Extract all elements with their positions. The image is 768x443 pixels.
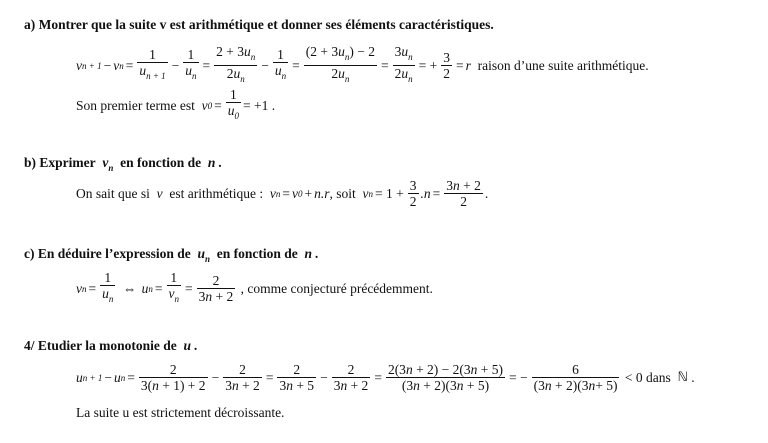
first-term-line: Son premier terme est v 0 = $\frac{1}{u_0}$ = +1 . — [76, 87, 276, 121]
natural-numbers-symbol: ℕ — [677, 370, 688, 385]
section-a-heading: a) Montrer que la suite v est arithmétique et donner ses éléments caractéristiques. — [24, 17, 494, 32]
first-term-label: Son premier terme est — [76, 97, 195, 113]
conjecture-comment: , comme conjecturé précédemment. — [240, 280, 433, 296]
section-b-body: On sait que si v est arithmétique : v n = v 0 + n.r , soit v n = 1 + $\frac{3}{2}$ .n = $\frac{3n + 2}{2}$ . — [76, 178, 489, 209]
section-b-heading: b) Exprimer $v_n$ en fonction de n . — [24, 155, 223, 173]
equation-u-difference: u n + 1 − u n = $\frac{2}{3(n + 1) + 2}$ − $\frac{2}{3n + 2}$ = $\frac{2}{3n + 5}$ − $\frac{2}{3n + 2}$ = $\frac{2(3n + 2) - 2(3n + 5)}{(3n + 2)(3n + 5)}$ = − $\frac{6}{(3n + 2)(3n+ 5)}$ < 0 dans ℕ . — [76, 362, 695, 393]
raison-text: raison d’une suite arithmétique. — [477, 57, 649, 73]
conclusion-line: La suite u est strictement décroissante. — [76, 405, 285, 420]
section-c-heading: c) En déduire l’expression de $u_n$ en fonction de n . — [24, 246, 319, 264]
section-c-body: v n = $\frac{1}{u_n}$ ⇔ u n = $\frac{1}{v_n}$ = $\frac{2}{3n + 2}$ , comme conjecturé précédemment. — [76, 270, 433, 304]
section-4-heading: 4/ Etudier la monotonie de u . — [24, 338, 198, 353]
equation-v-difference: v n + 1 − v n = $\frac{1}{u_{n + 1}}$ − $\frac{1}{u_n}$ = $\frac{2 + 3u_n}{2u_n}$ − $\frac{1}{u_n}$ = $\frac{(2 + 3u_n) - 2}{2u_n}$ = $\frac{3u_n}{2u_n}$ = + $\frac{3}{2}$ = r raison d’une suite arithmétique. — [76, 44, 649, 84]
first-term-value: = +1 . — [242, 97, 276, 113]
